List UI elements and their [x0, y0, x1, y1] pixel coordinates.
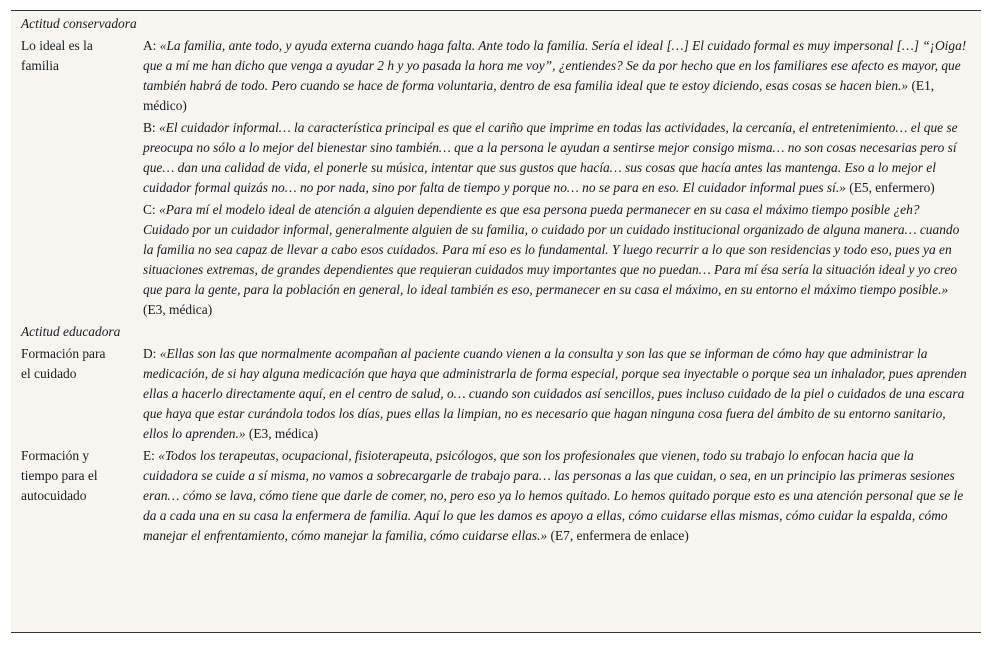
- quote-cell: [143, 36, 981, 118]
- table-row: [11, 446, 981, 548]
- quote-letter: D:: [143, 346, 157, 361]
- quote-cell: [143, 344, 981, 446]
- quote-attribution: (E7, enfermera de enlace): [550, 528, 689, 543]
- section-title: Actitud conservadora: [21, 16, 137, 31]
- table-row: [11, 36, 981, 118]
- quote-text: «Para mí el modelo ideal de atención a alguien dependiente es que esa persona pueda permanecer en su casa el máximo tiempo posible ¿eh? Cuidado por un cuidador informal, generalmente alguien de su familia, o cuidado por un cuidado institucional organizado de alguna manera… cuando la familia no sea capaz de llevar a cabo esos cuidados. Para mí eso es lo fundamental. Y luego recurrir a lo que son residencias y todo eso, pues ya en situaciones extremas, de grandes dependientes que requieran cuidados muy importantes que no puedan… Para mí ésa sería la situación ideal y yo creo que para la gente, para la población en general, lo ideal también es eso, permanecer en su casa el máximo, en su entorno el máximo tiempo posible.»: [143, 202, 960, 297]
- section-header-educadora: [11, 322, 981, 344]
- quote-letter: B:: [143, 120, 156, 135]
- quote-text: «Ellas son las que normalmente acompañan al paciente cuando vienen a la consulta y son las que se informan de cómo hay que administrar la medicación, de si hay alguna medicación que haya que administrarla de forma especial, porque sea inyectable o porque sea un inhalador, pues aprenden ellas a hacerlo directamente aquí, en el centro de salud, o… cuando son cuidados así sencillos, pues incluso cuidado de la piel o cuidados de una escara que haya que estar curándola todos los días, pues ellas la limpian, no es necesario que hagan ninguna cosa fuera del ámbito de su entorno sanitario, ellos lo aprenden.»: [143, 346, 967, 441]
- quote-letter: A:: [143, 38, 157, 53]
- quote-text: «Todos los terapeutas, ocupacional, fisioterapeuta, psicólogos, que son los profesionales que vienen, todo su trabajo lo enfocan hacia que la cuidadora se cuide a sí misma, no vamos a sobrecargarle de trabajo para… las personas a las que cuidan, o sea, en un principio las primeras sesiones eran… cómo se lava, cómo tiene que darle de comer, no, pero eso ya lo hemos quitado. Lo hemos quitado porque esto es una atención personal que se le da a cada una en su casa la enfermera de familia. Aquí lo que les damos es apoyo a ellas, cómo cuidarse ellas mismas, cómo cuidar la espalda, cómo manejar el enfrentamiento, cómo manejar la familia, cómo cuidarse ellas.»: [143, 448, 964, 543]
- row-label: Formación para el cuidado: [21, 346, 106, 381]
- table-row: [11, 200, 981, 322]
- quote-attribution: (E3, médica): [248, 426, 319, 441]
- section-header-conservadora: [11, 14, 981, 36]
- quote-attribution: (E5, enfermero): [849, 180, 935, 195]
- table-row: [11, 118, 981, 200]
- quotes-table: [11, 10, 981, 633]
- quote-cell: [143, 446, 981, 548]
- section-title: Actitud educadora: [21, 324, 121, 339]
- quote-letter: E:: [143, 448, 155, 463]
- quotes-table-grid: [11, 14, 981, 548]
- quote-text: «La familia, ante todo, y ayuda externa cuando haga falta. Ante todo la familia. Sería el ideal […] El cuidado formal es muy impersonal […] “¡Oiga! que a mí me han dicho que venga a ayudar 2 h y yo pasada la hora me voy”, ¿entiendes? Se da por hecho que en los familiares ese afecto es mayor, que también habrá de todo. Pero cuando se hace de forma voluntaria, dentro de esa familia ideal que te estoy diciendo, esas cosas se hacen bien.»: [143, 38, 967, 93]
- quote-attribution: (E1, médico): [143, 78, 935, 113]
- quote-text: «El cuidador informal… la característica principal es que el cariño que imprime en todas las actividades, la cercanía, el entretenimiento… el que se preocupa no sólo a lo mejor del bienestar sino también… que a la persona le ayudan a sentirse mejor consigo misma… no son cosas necesarias pero sí que… dan una calidad de vida, el ponerle su música, intentar que sus gustos que hacía… sus cosas que hacía antes las mantenga. Eso a lo mejor el cuidador formal quizás no… no por nada, sino por falta de tiempo y porque no… no se para en eso. El cuidador informal pues sí.»: [143, 120, 958, 195]
- table-row: [11, 344, 981, 446]
- row-label: Formación y tiempo para el autocuidado: [21, 448, 98, 503]
- quote-attribution: (E3, médica): [143, 302, 213, 317]
- quote-cell: [143, 118, 981, 200]
- row-label: Lo ideal es la familia: [21, 38, 93, 73]
- quote-cell: [143, 200, 981, 322]
- quote-letter: C:: [143, 202, 156, 217]
